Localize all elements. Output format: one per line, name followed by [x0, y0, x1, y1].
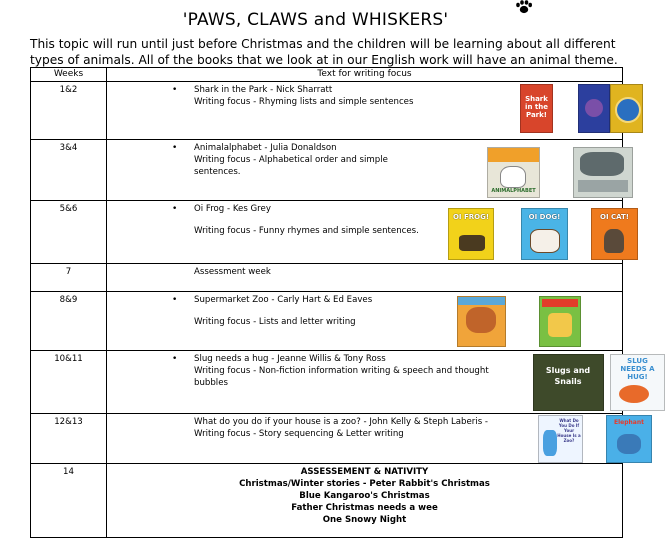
weeks-cell: 12&13	[31, 414, 107, 464]
final-line: Blue Kangaroo's Christmas	[299, 491, 430, 501]
book-cover-animalphabet: ANIMALPHABET	[487, 147, 540, 198]
intro-paragraph: This topic will run until just before Christmas and the children will be learning about all different types of animals. All of the books that we look at in our English work will have an animal theme.	[30, 37, 618, 67]
book-cover-elephant: Elephant	[606, 415, 652, 463]
weeks-cell: 5&6	[31, 201, 107, 264]
weeks-cell: 14	[31, 464, 107, 538]
focus-line: Writing focus - Alphabetical order and simple sentences.	[194, 155, 388, 177]
focus-line: Writing focus - Funny rhymes and simple sentences.	[194, 226, 419, 236]
book-cover-oi-dog: OI DOG!	[521, 208, 568, 260]
weeks-cell: 8&9	[31, 292, 107, 351]
weeks-cell: 1&2	[31, 82, 107, 140]
table-row	[31, 292, 623, 351]
book-line: • Slug needs a hug - Jeanne Willis & Tony Ross	[194, 353, 494, 365]
book-cover-shark-in-the-park: Shark in the Park!	[520, 84, 553, 133]
weeks-cell: 10&11	[31, 351, 107, 414]
final-line: Christmas/Winter stories - Peter Rabbit's Christmas	[239, 479, 490, 489]
focus-line: Assessment week	[194, 267, 271, 277]
book-cover-what-do-you-do: What Do You Do If Your House Is a Zoo?	[538, 415, 583, 463]
book-line: • Oi Frog - Kes Grey	[194, 203, 434, 215]
table-row	[31, 351, 623, 414]
focus-line: Writing focus - Non-fiction information writing & speech and thought bubbles	[194, 366, 489, 388]
book-line: • Animalalphabet - Julia Donaldson	[194, 142, 434, 154]
table-row	[31, 140, 623, 201]
book-cover-oi-cat: OI CAT!	[591, 208, 638, 260]
book-line: • Supermarket Zoo - Carly Hart & Ed Eaves	[194, 294, 434, 306]
book-line: • Shark in the Park - Nick Sharratt	[194, 84, 434, 96]
book-cover-6	[539, 296, 581, 347]
table-row	[31, 201, 623, 264]
final-line: ASSESSEMENT & NATIVITY	[300, 467, 429, 477]
final-line: One Snowy Night	[322, 515, 407, 525]
book-cover-4	[573, 147, 633, 198]
book-cover-supermarket-zoo	[457, 296, 506, 347]
book-cover-slug-needs-a-hug: SLUG NEEDS A HUG!	[610, 354, 665, 411]
table-header-row	[31, 68, 623, 82]
header-text-focus: Text for writing focus	[107, 68, 623, 82]
weeks-cell: 7	[31, 264, 107, 292]
focus-line: Writing focus - Story sequencing & Letter writing	[194, 429, 404, 439]
table-row	[31, 82, 623, 140]
book-cover-oi-frog: OI FROG!	[448, 208, 494, 260]
table-row	[31, 264, 623, 292]
table-row	[31, 464, 623, 538]
focus-line: Writing focus - Rhyming lists and simple sentences	[194, 97, 414, 107]
book-line: What do you do if your house is a zoo? - John Kelly & Steph Laberis -	[194, 417, 489, 427]
final-line: Father Christmas needs a wee	[291, 503, 438, 513]
focus-line: Writing focus - Lists and letter writing	[194, 317, 356, 327]
writing-focus-table	[30, 67, 655, 538]
page-title: 'PAWS, CLAWS and WHISKERS'	[182, 10, 449, 30]
book-cover-slugs-and-snails: Slugs and Snails	[533, 354, 604, 411]
book-cover-3	[610, 84, 643, 133]
header-weeks: Weeks	[31, 68, 107, 82]
book-cover-2	[578, 84, 610, 133]
table-row	[31, 414, 623, 464]
weeks-cell: 3&4	[31, 140, 107, 201]
